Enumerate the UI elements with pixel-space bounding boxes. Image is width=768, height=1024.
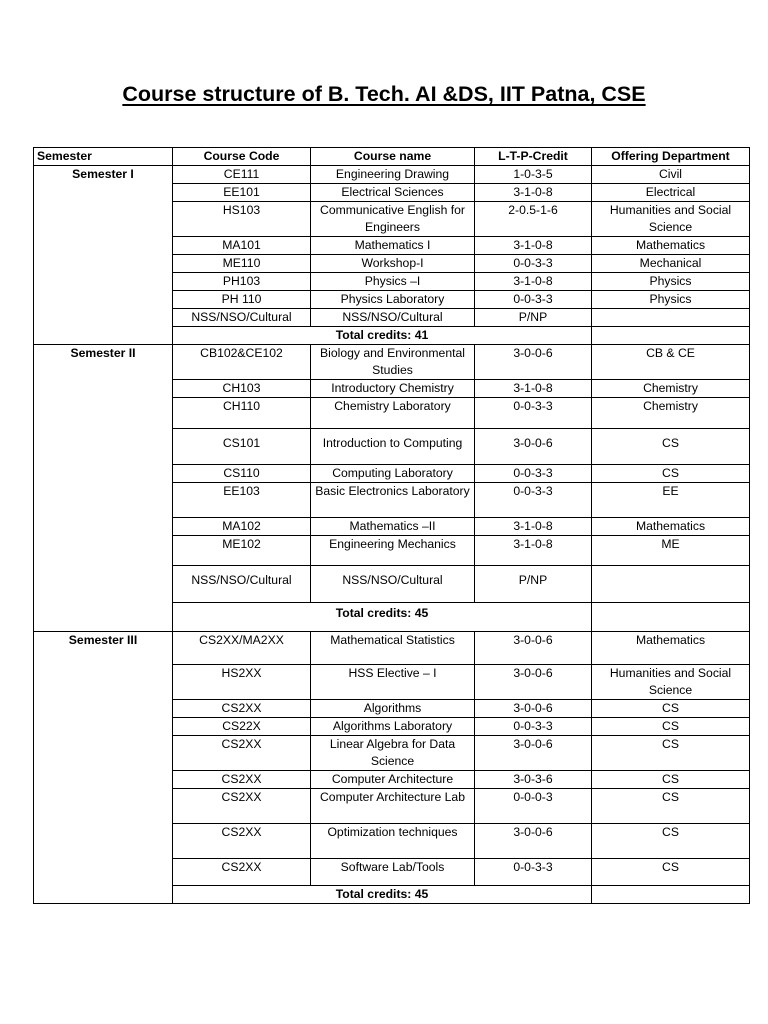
ltp-credit: 3-0-0-6 [475,736,592,771]
course-name: Engineering Mechanics [311,536,475,566]
course-code: HS2XX [173,665,311,700]
course-name: Physics Laboratory [311,291,475,309]
ltp-credit: P/NP [475,566,592,603]
course-code: CS101 [173,429,311,465]
total-credits: Total credits: 45 [173,886,592,904]
table-row [34,632,750,665]
offering-department: Physics [592,273,750,291]
course-name: Basic Electronics Laboratory [311,483,475,518]
course-name: Introductory Chemistry [311,380,475,398]
offering-department: Mathematics [592,518,750,536]
offering-department: CS [592,859,750,886]
course-code: CE111 [173,166,311,184]
ltp-credit: 0-0-3-3 [475,291,592,309]
offering-department: CS [592,429,750,465]
ltp-credit: 0-0-3-3 [475,859,592,886]
course-code: HS103 [173,202,311,237]
offering-department: CS [592,789,750,824]
offering-department: Chemistry [592,380,750,398]
course-name: Linear Algebra for Data Science [311,736,475,771]
course-code: CS2XX [173,700,311,718]
ltp-credit: 3-1-0-8 [475,184,592,202]
offering-department: Mechanical [592,255,750,273]
course-name: HSS Elective – I [311,665,475,700]
course-name: Workshop-I [311,255,475,273]
header-offering-department: Offering Department [592,148,750,166]
ltp-credit: 0-0-3-3 [475,465,592,483]
course-name: NSS/NSO/Cultural [311,309,475,327]
ltp-credit: 3-0-0-6 [475,632,592,665]
course-code: EE103 [173,483,311,518]
offering-department: Electrical [592,184,750,202]
ltp-credit: P/NP [475,309,592,327]
course-name: Physics –I [311,273,475,291]
offering-department: Physics [592,291,750,309]
offering-department: Humanities and Social Science [592,202,750,237]
course-name: Mathematics I [311,237,475,255]
semester-label: Semester I [34,166,173,345]
offering-department: EE [592,483,750,518]
ltp-credit: 0-0-3-3 [475,255,592,273]
offering-department: CS [592,771,750,789]
course-name: Computer Architecture Lab [311,789,475,824]
course-code: CS2XX [173,859,311,886]
course-code: EE101 [173,184,311,202]
empty-cell [592,327,750,345]
empty-cell [592,886,750,904]
ltp-credit: 0-0-3-3 [475,718,592,736]
offering-department: CS [592,718,750,736]
ltp-credit: 3-1-0-8 [475,380,592,398]
offering-department: Civil [592,166,750,184]
course-name: Introduction to Computing [311,429,475,465]
offering-department: Mathematics [592,237,750,255]
header-ltp-credit: L-T-P-Credit [475,148,592,166]
semester-label: Semester II [34,345,173,632]
offering-department: ME [592,536,750,566]
offering-department: CS [592,700,750,718]
ltp-credit: 0-0-3-3 [475,483,592,518]
ltp-credit: 3-0-0-6 [475,345,592,380]
course-code: ME102 [173,536,311,566]
course-name: Optimization techniques [311,824,475,859]
total-credits: Total credits: 41 [173,327,592,345]
ltp-credit: 3-1-0-8 [475,518,592,536]
ltp-credit: 2-0.5-1-6 [475,202,592,237]
ltp-credit: 3-1-0-8 [475,237,592,255]
course-name: Biology and Environmental Studies [311,345,475,380]
course-code: CS22X [173,718,311,736]
course-code: CS2XX [173,824,311,859]
course-code: MA102 [173,518,311,536]
total-credits: Total credits: 45 [173,603,592,632]
course-name: Mathematical Statistics [311,632,475,665]
semester-label: Semester III [34,632,173,904]
course-code: CS2XX [173,771,311,789]
table-row [34,345,750,380]
empty-cell [592,603,750,632]
header-course-code: Course Code [173,148,311,166]
course-code: CS2XX/MA2XX [173,632,311,665]
ltp-credit: 0-0-0-3 [475,789,592,824]
course-name: Computing Laboratory [311,465,475,483]
offering-department: Chemistry [592,398,750,429]
course-name: Algorithms [311,700,475,718]
course-name: NSS/NSO/Cultural [311,566,475,603]
ltp-credit: 3-0-0-6 [475,824,592,859]
offering-department [592,566,750,603]
course-name: Mathematics –II [311,518,475,536]
course-code: NSS/NSO/Cultural [173,309,311,327]
course-name: Algorithms Laboratory [311,718,475,736]
table-header-row [34,148,750,166]
offering-department: Mathematics [592,632,750,665]
course-code: CS2XX [173,736,311,771]
ltp-credit: 3-1-0-8 [475,273,592,291]
ltp-credit: 3-0-3-6 [475,771,592,789]
course-code: PH103 [173,273,311,291]
offering-department: Humanities and Social Science [592,665,750,700]
offering-department: CB & CE [592,345,750,380]
course-name: Computer Architecture [311,771,475,789]
course-name: Communicative English for Engineers [311,202,475,237]
course-code: CH110 [173,398,311,429]
course-code: MA101 [173,237,311,255]
course-code: PH 110 [173,291,311,309]
course-table-body [34,166,750,904]
course-code: CH103 [173,380,311,398]
course-code: NSS/NSO/Cultural [173,566,311,603]
course-name: Electrical Sciences [311,184,475,202]
course-name: Software Lab/Tools [311,859,475,886]
header-semester: Semester [34,148,173,166]
course-name: Engineering Drawing [311,166,475,184]
header-course-name: Course name [311,148,475,166]
course-code: CB102&CE102 [173,345,311,380]
ltp-credit: 3-0-0-6 [475,429,592,465]
page-title: Course structure of B. Tech. AI &DS, IIT Patna, CSE [122,82,646,106]
course-code: ME110 [173,255,311,273]
table-row [34,166,750,184]
ltp-credit: 3-0-0-6 [475,700,592,718]
offering-department: CS [592,465,750,483]
offering-department: CS [592,824,750,859]
course-code: CS110 [173,465,311,483]
course-code: CS2XX [173,789,311,824]
ltp-credit: 1-0-3-5 [475,166,592,184]
course-table [33,147,750,904]
offering-department [592,309,750,327]
course-name: Chemistry Laboratory [311,398,475,429]
offering-department: CS [592,736,750,771]
ltp-credit: 3-1-0-8 [475,536,592,566]
ltp-credit: 0-0-3-3 [475,398,592,429]
ltp-credit: 3-0-0-6 [475,665,592,700]
